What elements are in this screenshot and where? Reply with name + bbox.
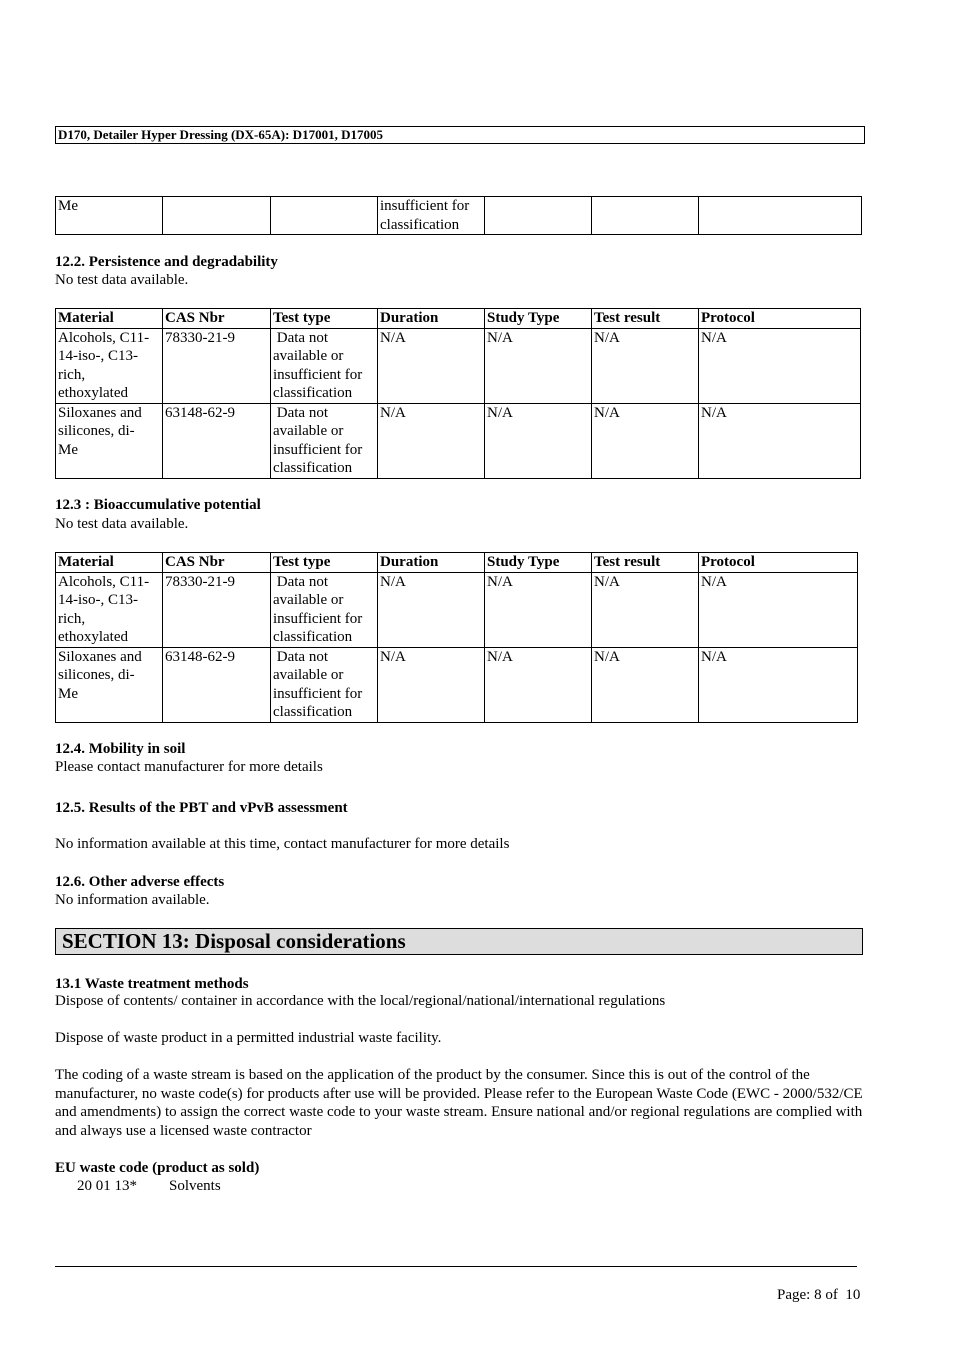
table-cell xyxy=(485,197,592,235)
table-cell: Data not available or insufficient for classification xyxy=(271,403,378,478)
table-header-row xyxy=(56,553,858,573)
section-12-2-heading: 12.2. Persistence and degradability xyxy=(55,254,278,270)
table-cell: N/A xyxy=(699,647,858,722)
table-row xyxy=(56,403,861,478)
table-cell: N/A xyxy=(592,572,699,647)
column-header: Duration xyxy=(378,309,485,329)
column-header: Protocol xyxy=(699,309,861,329)
bioaccumulative-table xyxy=(55,552,858,723)
table-cell xyxy=(592,197,699,235)
waste-paragraph-3: The coding of a waste stream is based on the application of the product by the consumer. Since this is out of the control of the manufacturer, no waste code(s) for products after use will be provided. Please refer to the European Waste Code (EWC - 2000/532/CE and amendments) to assign the correct waste code to your waste stream. Ensure national and/or regional regulations are complied with and always use a licensed waste contractor xyxy=(55,1067,863,1139)
section-12-4-text: Please contact manufacturer for more details xyxy=(55,759,323,775)
section-12-5-heading: 12.5. Results of the PBT and vPvB assessment xyxy=(55,800,348,816)
section-12-6-text: No information available. xyxy=(55,892,210,908)
table-cell: 63148-62-9 xyxy=(163,403,271,478)
column-header: Test type xyxy=(271,309,378,329)
table-cell: N/A xyxy=(485,647,592,722)
table-cell: 78330-21-9 xyxy=(163,328,271,403)
column-header: CAS Nbr xyxy=(163,553,271,573)
table-cell: Me xyxy=(56,197,163,235)
table-row xyxy=(56,197,862,235)
table-cell: Alcohols, C11- 14-iso-, C13- rich, ethoxylated xyxy=(56,572,163,647)
table-cell: N/A xyxy=(699,403,861,478)
column-header: Study Type xyxy=(485,309,592,329)
section-12-6-heading: 12.6. Other adverse effects xyxy=(55,874,225,890)
column-header: Study Type xyxy=(485,553,592,573)
table-cell: Data not available or insufficient for classification xyxy=(271,647,378,722)
table-cell: Data not available or insufficient for classification xyxy=(271,572,378,647)
continued-table xyxy=(55,196,862,235)
column-header: Test result xyxy=(592,309,699,329)
page-number: Page: 8 of 10 xyxy=(777,1287,861,1303)
table-cell xyxy=(163,197,271,235)
persistence-table xyxy=(55,308,861,479)
table-cell: 78330-21-9 xyxy=(163,572,271,647)
section-12-3-heading: 12.3 : Bioaccumulative potential xyxy=(55,497,261,513)
table-row xyxy=(56,328,861,403)
section-12-5-text: No information available at this time, contact manufacturer for more details xyxy=(55,836,510,852)
table-row xyxy=(56,572,858,647)
section-12-4-heading: 12.4. Mobility in soil xyxy=(55,741,186,757)
column-header: Protocol xyxy=(699,553,858,573)
table-cell: N/A xyxy=(485,403,592,478)
section-13-1-heading: 13.1 Waste treatment methods xyxy=(55,976,249,992)
table-cell: insufficient for classification xyxy=(378,197,485,235)
eu-waste-code-description: Solvents xyxy=(169,1178,221,1194)
section-12-2-text: No test data available. xyxy=(55,272,189,288)
table-cell: N/A xyxy=(378,328,485,403)
table-cell: N/A xyxy=(592,647,699,722)
eu-waste-code-value: 20 01 13* xyxy=(77,1178,137,1194)
column-header: Duration xyxy=(378,553,485,573)
section-12-3-text: No test data available. xyxy=(55,516,189,532)
table-header-row xyxy=(56,309,861,329)
table-cell: N/A xyxy=(699,572,858,647)
table-cell: N/A xyxy=(699,328,861,403)
table-cell: Alcohols, C11- 14-iso-, C13- rich, ethoxylated xyxy=(56,328,163,403)
table-cell xyxy=(699,197,862,235)
column-header: Test type xyxy=(271,553,378,573)
footer-divider xyxy=(55,1266,857,1267)
document-header: D170, Detailer Hyper Dressing (DX-65A): D17001, D17005 xyxy=(55,126,865,144)
table-cell: N/A xyxy=(592,403,699,478)
eu-waste-code-heading: EU waste code (product as sold) xyxy=(55,1160,260,1176)
waste-paragraph-2: Dispose of waste product in a permitted industrial waste facility. xyxy=(55,1030,442,1046)
column-header: Material xyxy=(56,309,163,329)
table-cell: N/A xyxy=(378,647,485,722)
table-cell: N/A xyxy=(485,572,592,647)
table-cell: N/A xyxy=(378,403,485,478)
column-header: Test result xyxy=(592,553,699,573)
table-cell: N/A xyxy=(485,328,592,403)
table-row xyxy=(56,647,858,722)
table-cell xyxy=(271,197,378,235)
column-header: CAS Nbr xyxy=(163,309,271,329)
waste-paragraph-1: Dispose of contents/ container in accordance with the local/regional/national/international regulations xyxy=(55,993,666,1009)
table-cell: N/A xyxy=(592,328,699,403)
section-13-title: SECTION 13: Disposal considerations xyxy=(55,928,863,955)
column-header: Material xyxy=(56,553,163,573)
table-cell: Data not available or insufficient for classification xyxy=(271,328,378,403)
table-cell: N/A xyxy=(378,572,485,647)
table-cell: Siloxanes and silicones, di- Me xyxy=(56,403,163,478)
table-cell: 63148-62-9 xyxy=(163,647,271,722)
table-cell: Siloxanes and silicones, di- Me xyxy=(56,647,163,722)
